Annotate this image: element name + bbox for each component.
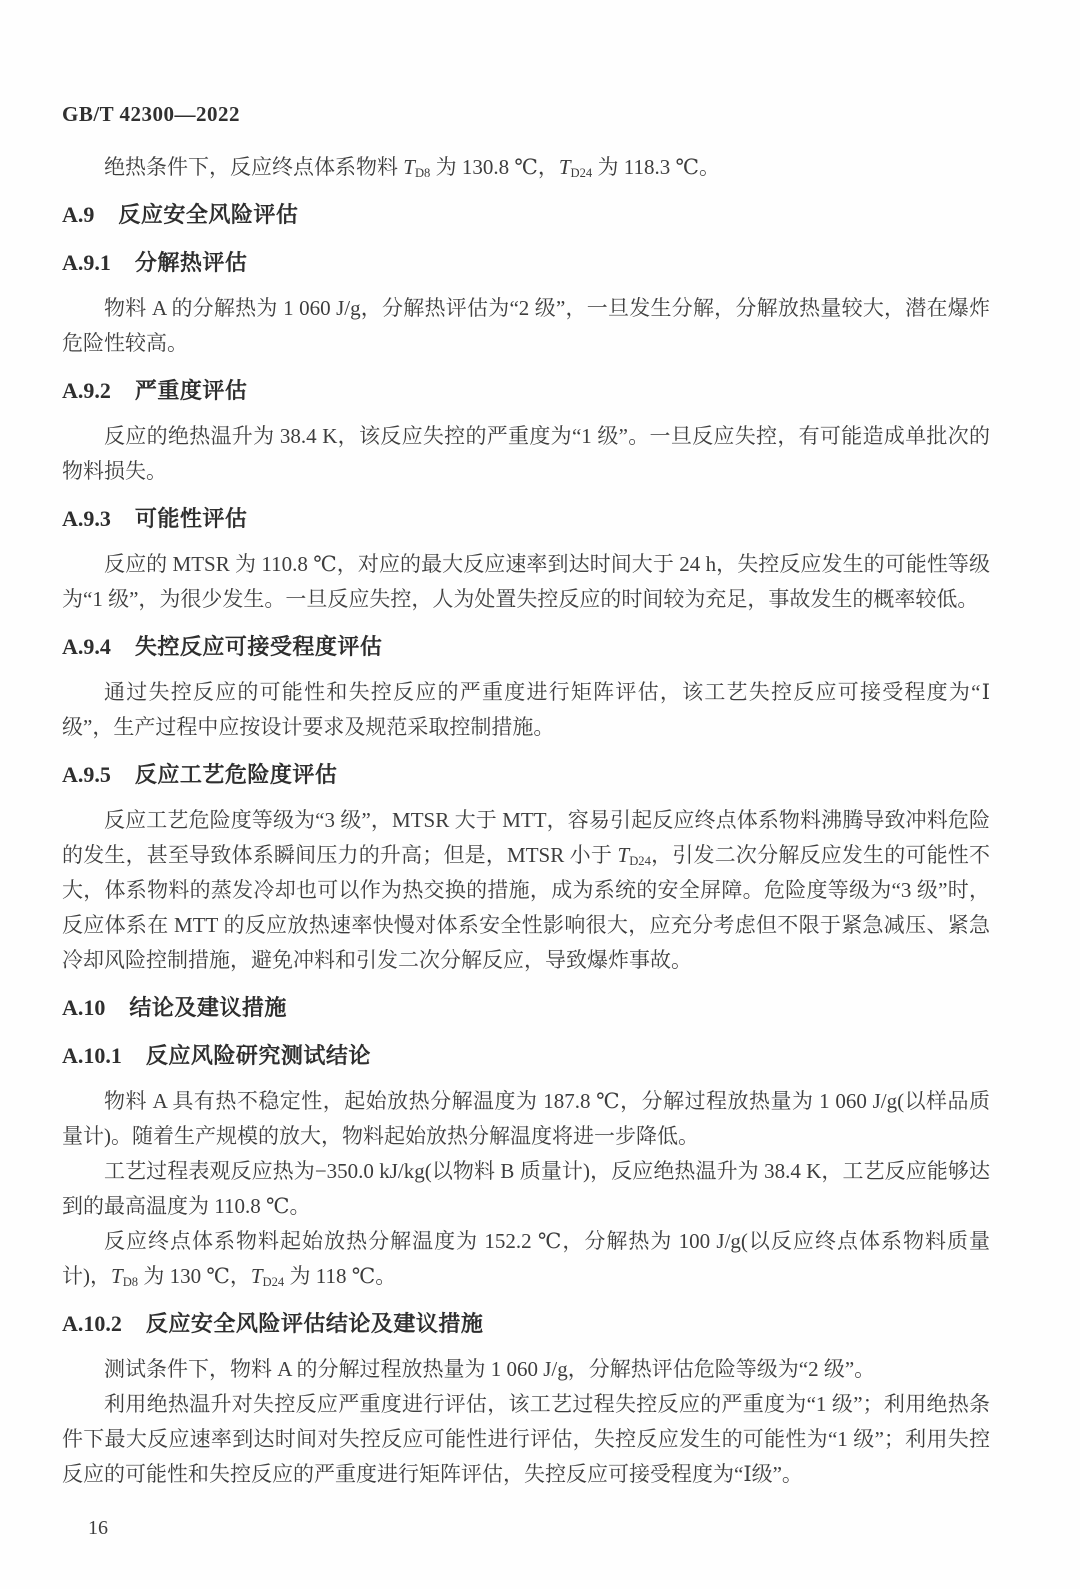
section-title: 失控反应可接受程度评估 (134, 635, 383, 660)
section-title: 结论及建议措施 (129, 996, 287, 1021)
section-heading (62, 1306, 990, 1342)
section-title: 反应工艺危险度评估 (134, 763, 338, 788)
paragraph: 绝热条件下，反应终点体系物料 $T_{D8}$ 为 130.8 ℃，$T_{D24}$ 为 118.3 ℃。 (104, 155, 720, 181)
section-title: 严重度评估 (134, 379, 248, 404)
paragraph: 利用绝热温升对失控反应严重度进行评估，该工艺过程失控反应的严重度为“1 级”；利用绝热条件下最大反应速率到达时间对失控反应可能性进行评估，失控反应发生的可能性为“1 级”；利用失控反应的可能性和失控反应的严重度进行矩阵评估，失控反应可接受程度为“Ⅰ级”。 (62, 1392, 990, 1486)
paragraph: 物料 A 具有热不稳定性，起始放热分解温度为 187.8 ℃，分解过程放热量为 1 060 J/g(以样品质量计)。随着生产规模的放大，物料起始放热分解温度将进一步降低。 (62, 1089, 990, 1148)
section-number: A.9.3 (62, 506, 111, 531)
section-heading (62, 1038, 990, 1074)
standard-number-header: GB/T 42300—2022 (62, 102, 241, 126)
paragraph: 工艺过程表观反应热为−350.0 kJ/kg(以物料 B 质量计)，反应绝热温升为 38.4 K，工艺反应能够达到的最高温度为 110.8 ℃。 (62, 1159, 990, 1218)
paragraph: 反应的绝热温升为 38.4 K，该反应失控的严重度为“1 级”。一旦反应失控，有可能造成单批次的物料损失。 (62, 424, 990, 483)
section-title: 分解热评估 (134, 251, 248, 276)
section-heading (62, 501, 990, 537)
document-body (62, 150, 990, 1492)
paragraph: 通过失控反应的可能性和失控反应的严重度进行矩阵评估，该工艺失控反应可接受程度为“Ⅰ级”，生产过程中应按设计要求及规范采取控制措施。 (62, 680, 990, 739)
temperature-variable: $T_{D24}$ (558, 155, 593, 181)
temperature-variable: $T_{D24}$ (617, 843, 651, 869)
temperature-variable: $T_{D8}$ (403, 155, 431, 181)
section-heading (62, 245, 990, 281)
section-title: 反应风险研究测试结论 (145, 1044, 371, 1069)
page-number: 16 (88, 1517, 108, 1539)
section-heading (62, 990, 990, 1026)
section-number: A.9.5 (62, 762, 111, 787)
section-number: A.9.2 (62, 378, 111, 403)
temperature-variable: $T_{D24}$ (250, 1264, 285, 1290)
paragraph: 反应的 MTSR 为 110.8 ℃，对应的最大反应速率到达时间大于 24 h，失控反应发生的可能性等级为“1 级”，为很少发生。一旦反应失控，人为处置失控反应的时间较为充足，事故发生的概率较低。 (62, 552, 990, 611)
section-number: A.9.1 (62, 250, 111, 275)
paragraph: 测试条件下，物料 A 的分解过程放热量为 1 060 J/g，分解热评估危险等级为“2 级”。 (104, 1357, 876, 1381)
section-title: 可能性评估 (134, 507, 248, 532)
section-number: A.9 (62, 202, 95, 227)
section-heading (62, 373, 990, 409)
section-number: A.10 (62, 995, 106, 1020)
section-title: 反应安全风险评估 (118, 203, 299, 228)
section-number: A.9.4 (62, 634, 111, 659)
section-heading (62, 757, 990, 793)
section-number: A.10.1 (62, 1043, 122, 1068)
section-title: 反应安全风险评估结论及建议措施 (145, 1312, 484, 1337)
paragraph: 物料 A 的分解热为 1 060 J/g，分解热评估为“2 级”，一旦发生分解，分解放热量较大，潜在爆炸危险性较高。 (62, 296, 990, 355)
section-heading (62, 197, 990, 233)
section-number: A.10.2 (62, 1311, 122, 1336)
paragraph: 反应终点体系物料起始放热分解温度为 152.2 ℃，分解热为 100 J/g(以反应终点体系物料质量计)，$T_{D8}$ 为 130 ℃，$T_{D24}$ 为 118 ℃。 (62, 1229, 990, 1290)
paragraph: 反应工艺危险度等级为“3 级”，MTSR 大于 MTT，容易引起反应终点体系物料沸腾导致冲料危险的发生，甚至导致体系瞬间压力的升高；但是，MTSR 小于 $T_{D24}$，引发二次分解反应发生的可能性不大，体系物料的蒸发冷却也可以作为热交换的措施，成为系统的安全屏障。危险度等级为“3 级”时，反应体系在 MTT 的反应放热速率快慢对体系安全性影响很大，应充分考虑但不限于紧急减压、紧急冷却风险控制措施，避免冲料和引发二次分解反应，导致爆炸事故。 (62, 808, 990, 972)
temperature-variable: $T_{D8}$ (111, 1264, 139, 1290)
section-heading (62, 629, 990, 665)
